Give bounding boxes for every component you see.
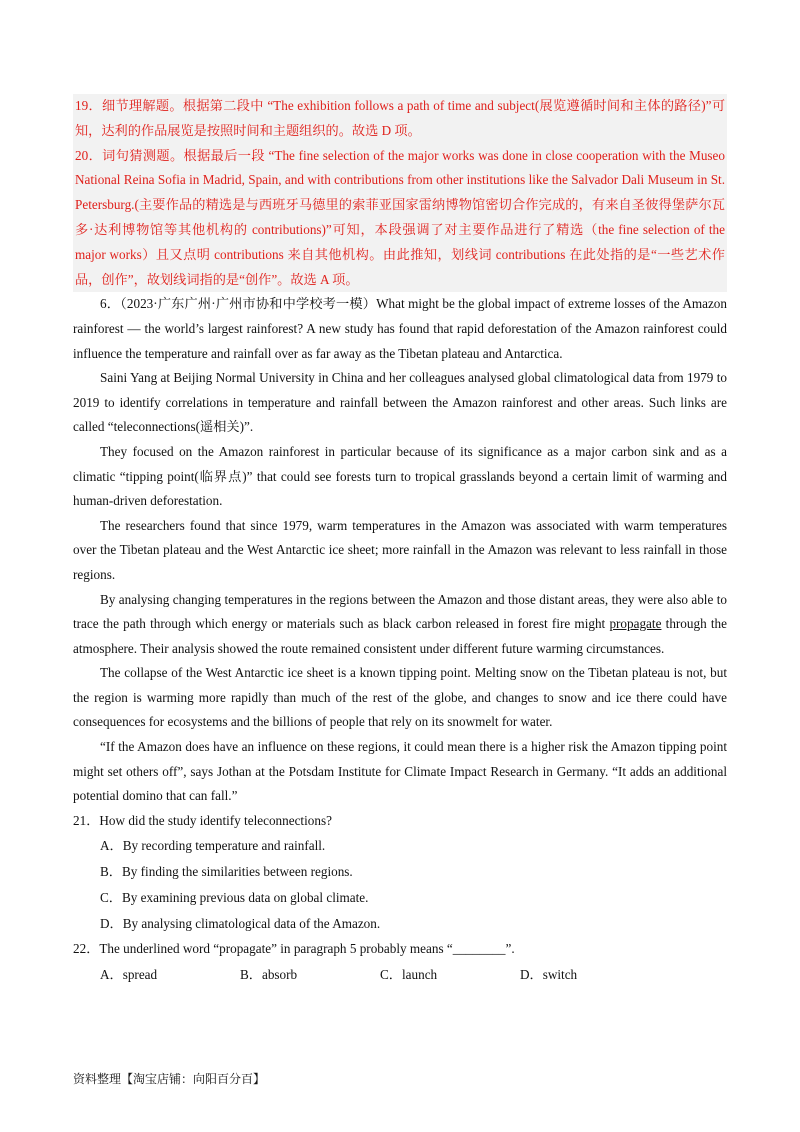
passage-paragraph-3: They focused on the Amazon rainforest in particular because of its significance as a major carbon sink and as a climatic “tipping point(临界点)” that could see forests turn to tropical grasslands beyond a certain limit of warming and human-driven deforestation. [73,443,727,509]
document-page [73,94,727,988]
question-22-stem: 22．The underlined word “propagate” in paragraph 5 probably means “________”. [73,941,515,957]
passage-paragraph-1: 6．（2023·广东广州·广州市协和中学校考一模）What might be the global impact of extreme losses of the Amazon rainforest — the world’s largest rainforest? A new study has found that rapid deforestation of the Amazon rainforest could influence the temperature and rainfall over as far away as the Tibetan plateau and Antarctica. [73,296,727,361]
passage-paragraph-7: “If the Amazon does have an influence on these regions, it could mean there is a higher risk the Amazon tipping point might set others off”, says Jothan at the Potsdam Institute for Climate Impact Research in Germany. “It adds an additional potential domino that can fall.” [73,739,727,804]
question-22-option-c: C．launch [380,967,438,983]
paragraph-5-text-after: through the atmosphere. Their analysis showed the route remained consistent under different future warming circumstances. [73,616,728,656]
question-22-options [73,962,727,988]
passage-paragraph-4: The researchers found that since 1979, warm temperatures in the Amazon was associated with warm temperatures over the Tibetan plateau and the West Antarctic ice sheet; more rainfall in the Amazon was relevant to less rainfall in those regions. [73,517,727,582]
reading-passage [73,292,727,988]
question-21-option-d: D．By analysing climatological data of the Amazon. [100,916,381,932]
question-22-option-a: A．spread [100,967,158,983]
passage-paragraph-6: The collapse of the West Antarctic ice sheet is a known tipping point. Melting snow on the Tibetan plateau is not, but the region is warming more rapidly than much of the rest of the globe, and changes to snow and ice there could have consequences for ecosystems and the billions of people that rely on its snowmelt for water. [73,665,727,730]
question-21-option-a: A．By recording temperature and rainfall. [100,838,326,854]
underlined-word: propagate [609,616,662,632]
question-22-option-b: B．absorb [240,967,298,983]
question-21-stem: 21．How did the study identify teleconnections? [73,812,332,828]
question-21-option-c: C．By examining previous data on global climate. [100,890,369,906]
page-footer: 资料整理【淘宝店铺：向阳百分百】 [73,1072,266,1086]
question-22-option-d: D．switch [520,967,578,983]
passage-paragraph-2: Saini Yang at Beijing Normal University in China and her colleagues analysed global climatological data from 1979 to 2019 to identify correlations in temperature and rainfall between the Amazon rainforest and other areas. Such links are called “teleconnections(遥相关)”. [73,370,727,435]
passage-paragraph-5 [73,588,727,662]
paragraph-5-text-before: By analysing changing temperatures in the regions between the Amazon and those distant areas, they were also able to trace the path through which energy or materials such as black carbon released in forest fire might [73,591,727,632]
answer-19: 19．细节理解题。根据第二段中 “The exhibition follows a path of time and subject(展览遵循时间和主体的路径)”可知，达利的作品展览是按照时间和主题组织的。故选 D 项。 [75,98,725,138]
answer-explanations [73,94,727,292]
question-21-option-b: B．By finding the similarities between regions. [100,864,353,880]
answer-20: 20．词句猜测题。根据最后一段 “The fine selection of the major works was done in close cooperation with the Museo National Reina Sofia in Madrid, Spain, and with contributions from other institutions like the Salvador Dali Museum in St. Petersburg.(主要作品的精选是与西班牙马德里的索菲亚国家雷纳博物馆密切合作完成的，有来自圣彼得堡萨尔瓦多·达利博物馆等其他机构的 contributions)”可知，本段强调了对主要作品进行了精选（the fine selection of the major works）且又点明 contributions 来自其他机构。由此推知，划线词 contributions 在此处指的是“一些艺术作品，创作”，故划线词指的是“创作”。故选 A 项。 [75,147,725,287]
